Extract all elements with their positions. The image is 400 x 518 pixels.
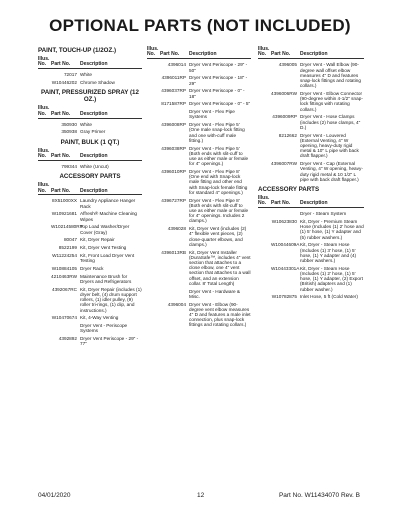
- column-3: [258, 47, 364, 302]
- table-header: [147, 47, 251, 59]
- part-description: Dryer Vent - Elbow Connector (90-degree within 4-1/2" snap-lock fittings with rotating collars.): [300, 90, 363, 112]
- illus-cell: [147, 101, 160, 106]
- parts-list: [258, 211, 364, 299]
- table-row: [38, 224, 142, 234]
- section-title: PAINT, BULK (1 QT.): [60, 138, 120, 146]
- header-desc: Description: [80, 187, 108, 194]
- illus-cell: [258, 219, 271, 240]
- part-number: 8522199: [58, 245, 77, 251]
- illus-cell: [38, 237, 51, 242]
- part-description: Dryer Vent - Flex Pipe Systems: [189, 109, 235, 120]
- table-row: [147, 88, 251, 98]
- part-description: Kit, Dryer Vent (includes (2) 4" flexible vent pieces, (2) close-quarter elbows, and clamps.): [189, 226, 247, 247]
- illus-cell: [38, 72, 51, 77]
- part-number: W10214580RP: [51, 224, 83, 230]
- header-illus: Illus. No.: [38, 147, 50, 160]
- table-row: [147, 122, 251, 143]
- illus-cell: [258, 266, 271, 292]
- table-row: [38, 129, 142, 134]
- illus-cell: [147, 62, 160, 72]
- part-number: 4392892: [58, 336, 77, 342]
- table-header: [258, 47, 364, 59]
- table-row: [38, 198, 142, 208]
- part-description: Dryer - Steam System: [300, 211, 347, 217]
- footer-part-number: Part No. W11434070 Rev. B: [278, 492, 360, 499]
- part-number: 799344: [61, 163, 77, 169]
- part-description: Dryer Vent - Elbow (90-degree vent elbow measures 4" D and features a male inlet connection, plus snap-lock fittings and rotating collars.): [189, 301, 251, 328]
- part-number: 80047: [63, 237, 77, 243]
- table-row: [258, 242, 364, 263]
- part-number: 4396014: [167, 62, 186, 68]
- illus-cell: [38, 336, 51, 346]
- illus-cell: [38, 129, 51, 134]
- header-illus: Illus. No.: [38, 56, 50, 68]
- part-number: W10470674: [51, 315, 77, 321]
- part-description: Kit, Dryer Repair (includes (1) dryer belt, (4) drum support rollers, (1) idler pulley, (9) roller tri-rings, (1) clip, and instructions.): [80, 286, 142, 313]
- illus-cell: [147, 109, 160, 119]
- table-row: [258, 161, 364, 182]
- illus-cell: [258, 62, 271, 88]
- part-number: W10884105: [51, 266, 77, 272]
- part-description: Dryer Vent - Flex Pipe 8' (Both ends with slit-cuff to use as either male or female for 4" openings. Includes 2 clamps.): [189, 197, 249, 224]
- illus-cell: [147, 88, 160, 98]
- part-number: 4392067RC: [51, 286, 77, 292]
- part-description: Kit, Dryer Vent Testing: [80, 245, 127, 251]
- illus-cell: [258, 161, 271, 182]
- table-row: [38, 315, 142, 320]
- header-illus: Illus. No.: [38, 182, 50, 194]
- part-description: Kit, Dryer - Premium Steam Hose (Includes (1) 2' hose and (1) 5' hose, (1) Y adapter and (5) rubber washers.): [300, 219, 364, 240]
- part-description: Dryer Vent Periscope - 29" - 50": [189, 62, 248, 73]
- part-description: Laundry Appliance Hanger Rack: [80, 198, 136, 209]
- table-row: [147, 75, 251, 85]
- illus-cell: [147, 122, 160, 143]
- parts-list: [38, 72, 142, 85]
- table-row: [147, 169, 251, 195]
- part-description: Kit, Dryer Vent Installer (DuraSafe™, includes 4" vent section that attaches to a close elbow, one 4" vent section that attaches to a wall offset, and an extension collar. 8' Total Length): [189, 249, 251, 286]
- table-row: [258, 266, 364, 292]
- table-row: [258, 211, 364, 216]
- table-row: [38, 211, 142, 221]
- table-header: [38, 183, 142, 195]
- illus-cell: [258, 133, 271, 159]
- illus-cell: [258, 294, 271, 299]
- illus-cell: [147, 75, 160, 85]
- part-description: Kit, Dryer Repair: [80, 237, 115, 243]
- part-number: W10782875: [271, 294, 297, 300]
- part-number: 4396028: [167, 226, 186, 232]
- header-desc: Description: [300, 51, 328, 58]
- part-description: Kit, Dryer - Steam Hose (Includes (1) 3' hose, (1) 5' hose, (1) Y adapter and (4) rubber washers.): [300, 242, 357, 264]
- part-number: 8171587RP: [161, 101, 186, 107]
- part-description: Dryer Vent - Hose Clamps (includes (2) hose clamps, 4" D.): [300, 114, 361, 130]
- part-number: W10921681: [51, 211, 77, 217]
- part-description: Dryer Vent - Louvered (External Venting, 4" W opening, heavy-duty rigid metal & 10" L pipe with back draft flapper.): [300, 132, 359, 159]
- illus-cell: [38, 323, 51, 333]
- parts-list: [147, 62, 251, 327]
- table-row: [147, 289, 251, 299]
- part-description: Dryer Vent - Wall Elbow (90-degree wall offset elbow measures 4" D and features snap-lock fittings and rotating collars.): [300, 62, 361, 89]
- table-row: [147, 62, 251, 72]
- illus-cell: [38, 198, 51, 208]
- part-number: 8X51000XX: [51, 198, 77, 204]
- table-row: [38, 253, 142, 263]
- part-description: Maintenance Brush for Dryers and Refrigerators: [80, 273, 132, 285]
- part-description: Dryer Vent - Hardware & Misc.: [189, 288, 241, 299]
- table-header: [258, 196, 364, 208]
- header-part: Part No.: [271, 51, 291, 58]
- table-row: [147, 226, 251, 247]
- illus-cell: [38, 274, 51, 284]
- illus-cell: [38, 211, 51, 221]
- part-number: [51, 323, 80, 333]
- part-number: [271, 211, 300, 216]
- part-number: W11224254: [52, 253, 77, 259]
- header-desc: Description: [80, 153, 108, 160]
- footer-page-number: 12: [197, 492, 205, 499]
- header-part: Part No.: [160, 51, 180, 58]
- table-row: [38, 266, 142, 271]
- table-row: [38, 336, 142, 346]
- part-number: W10044609A: [271, 242, 300, 248]
- part-number: 72017: [63, 72, 77, 78]
- header-illus: Illus. No.: [258, 194, 270, 207]
- part-description: White (Uncut): [80, 163, 109, 169]
- part-number: 4396037RP: [161, 88, 186, 94]
- part-number: 4396008RP: [161, 122, 186, 128]
- part-description: Kit, Front Load Dryer Vent Testing: [80, 253, 135, 264]
- illus-cell: [147, 289, 160, 299]
- illus-cell: [38, 315, 51, 320]
- parts-list: [38, 198, 142, 346]
- part-description: Dryer Vent - Cap (External Venting, 4" W opening, heavy-duty rigid metal & 10 1/2" L pipe with back draft flapper.): [300, 161, 363, 182]
- table-row: [38, 237, 142, 242]
- section-title: PAINT, TOUCH-UP (1/2OZ.): [38, 47, 117, 54]
- part-number: W10446202: [51, 80, 77, 86]
- table-header: [38, 106, 142, 118]
- part-number: W10623830: [271, 219, 297, 225]
- table-row: [258, 219, 364, 240]
- part-number: 4396004: [167, 301, 186, 307]
- part-description: Dryer Vent - Flex Pipe 5' (Both ends with slit-cuff to use as either male or female for 4" openings.): [189, 145, 249, 167]
- header-illus: Illus. No.: [147, 46, 159, 58]
- part-number: 4396013RB: [161, 249, 186, 255]
- section-title: ACCESSORY PARTS: [258, 185, 320, 193]
- part-description: Dryer Vent Periscope - 0" - 18": [189, 88, 245, 99]
- table-row: [147, 101, 251, 106]
- parts-list: [38, 164, 142, 169]
- part-number: 4396009RP: [272, 114, 297, 120]
- table-row: [38, 72, 142, 77]
- part-description: Dryer Vent - Flex Pipe 8' (One end with Snap-lock male fitting and other end with Snap-lock female fitting for standard 4" openings.): [189, 168, 248, 195]
- part-number: 4396005: [278, 62, 297, 68]
- header-desc: Description: [80, 61, 108, 68]
- table-row: [258, 294, 364, 299]
- illus-cell: [258, 211, 271, 216]
- part-number: 4396011RP: [161, 75, 186, 81]
- part-description: Dryer Rack: [80, 266, 104, 272]
- illus-cell: [258, 114, 271, 130]
- table-row: [147, 302, 251, 328]
- illus-cell: [38, 287, 51, 313]
- part-description: Dryer Vent - Flex Pipe 5' (One male snap-lock fitting and one with-cuff male fitting.): [189, 122, 245, 143]
- part-description: Dryer Vent Periscope - 29" - 77": [80, 336, 139, 347]
- header-part: Part No.: [271, 200, 291, 207]
- column-1: [38, 47, 142, 349]
- illus-cell: [258, 91, 271, 112]
- footer-date: 04/01/2020: [38, 492, 71, 499]
- part-description: Dryer Vent - Periscope Systems: [80, 323, 128, 334]
- part-description: Inlet Hose, 5 ft (Cold Water): [300, 294, 358, 300]
- header-part: Part No.: [51, 110, 71, 117]
- table-row: [38, 80, 142, 85]
- illus-cell: [38, 164, 51, 169]
- part-description: Dryer Vent Periscope - 0" - 5": [189, 101, 251, 107]
- part-description: White: [80, 72, 92, 78]
- part-description: Kit, 4-Way Venting: [80, 315, 119, 321]
- table-row: [258, 62, 364, 88]
- table-row: [38, 287, 142, 313]
- header-desc: Description: [300, 200, 328, 207]
- illus-cell: [38, 122, 51, 127]
- part-description: White: [80, 121, 92, 127]
- illus-cell: [147, 198, 160, 224]
- column-2: [147, 47, 251, 330]
- part-number: W10443301A: [271, 265, 300, 271]
- table-row: [258, 114, 364, 130]
- table-row: [38, 245, 142, 250]
- header-part: Part No.: [51, 187, 71, 194]
- table-row: [147, 250, 251, 286]
- illus-cell: [147, 226, 160, 247]
- part-number: 350930: [61, 121, 77, 127]
- illus-cell: [38, 245, 51, 250]
- part-number: 4396727RP: [161, 197, 186, 203]
- table-row: [38, 323, 142, 333]
- parts-list: [258, 62, 364, 182]
- illus-cell: [38, 80, 51, 85]
- table-row: [258, 133, 364, 159]
- part-number: 4210463RW: [51, 273, 77, 279]
- part-description: Dryer Vent Periscope - 18" - 29": [189, 75, 248, 86]
- illus-cell: [147, 169, 160, 195]
- table-row: [147, 198, 251, 224]
- part-description: Affresh® Machine Cleaning Wipes: [80, 211, 138, 222]
- table-row: [38, 122, 142, 127]
- table-row: [147, 146, 251, 167]
- illus-cell: [38, 253, 51, 263]
- part-description: Top Load Washer/Dryer Cover (Gray): [80, 224, 130, 235]
- parts-list: [38, 122, 142, 135]
- part-number: 4396007RW: [271, 161, 297, 167]
- part-description: Gray Primer: [80, 129, 106, 135]
- part-description: Chrome Shadow: [80, 80, 115, 86]
- header-illus: Illus. No.: [38, 105, 50, 117]
- table-row: [38, 274, 142, 284]
- part-number: 4396006RW: [271, 90, 297, 96]
- section-title: ACCESSORY PARTS: [59, 173, 121, 181]
- illus-cell: [258, 242, 271, 263]
- illus-cell: [147, 302, 160, 328]
- illus-cell: [38, 224, 51, 234]
- part-number: 8212662: [278, 132, 297, 138]
- part-description: Kit, Dryer - Steam Hose (Includes (1) 2' hose, (1) 5' hose, (1) Y adapter, (2) Export (British) adapters and (1) rubber washer.): [300, 265, 363, 292]
- part-number: 4396038RP: [161, 145, 186, 151]
- header-desc: Description: [189, 51, 217, 58]
- part-number: [160, 289, 189, 299]
- illus-cell: [147, 250, 160, 286]
- table-header: [38, 57, 142, 69]
- table-row: [258, 91, 364, 112]
- header-desc: Description: [80, 110, 108, 117]
- part-number: 350938: [61, 129, 77, 135]
- section-title: PAINT, PRESSURIZED SPRAY (12 OZ.): [41, 89, 139, 104]
- header-part: Part No.: [51, 153, 71, 160]
- table-header: [38, 149, 142, 161]
- illus-cell: [38, 266, 51, 271]
- illus-cell: [147, 146, 160, 167]
- part-number: [160, 109, 189, 119]
- table-row: [147, 109, 251, 119]
- header-illus: Illus. No.: [258, 46, 270, 58]
- table-row: [38, 164, 142, 169]
- part-number: 4396010RP: [161, 168, 186, 174]
- page-title: OPTIONAL PARTS (NOT INCLUDED): [49, 16, 351, 35]
- header-part: Part No.: [51, 61, 71, 68]
